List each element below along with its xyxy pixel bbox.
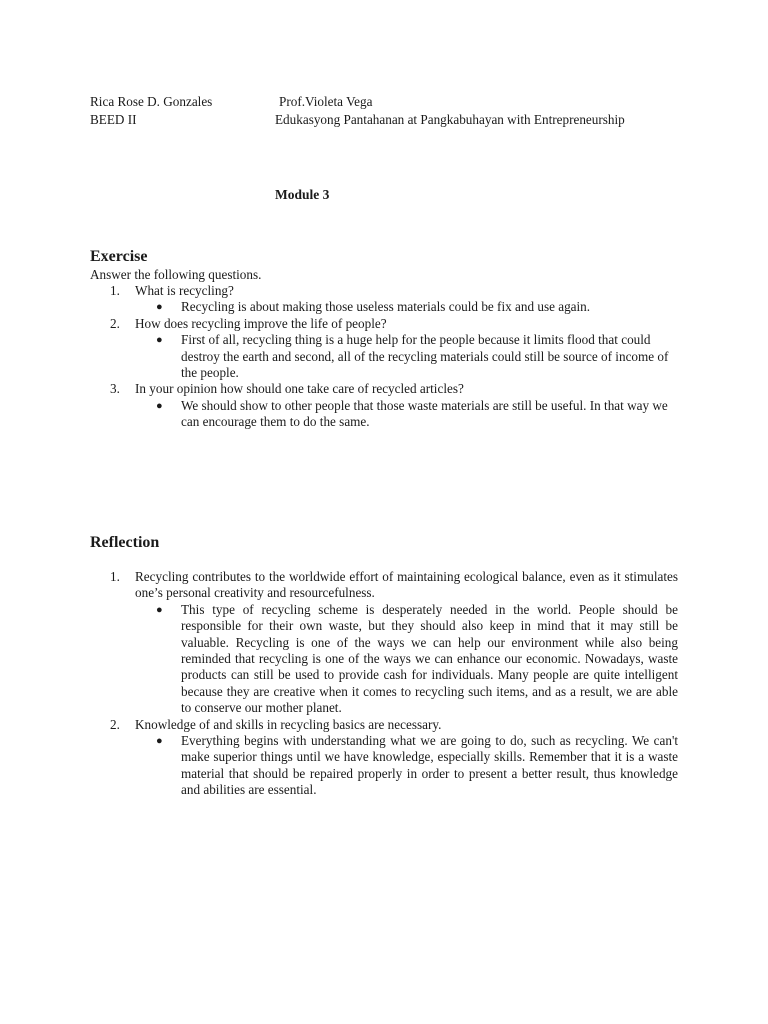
- bullet-icon: ●: [156, 735, 163, 748]
- item-number: 3.: [110, 381, 120, 397]
- professor-name: Prof.Violeta Vega: [279, 94, 373, 109]
- exercise-list: [90, 283, 678, 431]
- question-text: What is recycling?: [135, 283, 234, 298]
- subject-title: Edukasyong Pantahanan at Pangkabuhayan with Entrepreneurship: [275, 112, 625, 127]
- statement-text: Recycling contributes to the worldwide effort of maintaining ecological balance, even as it stimulates one’s personal creativity and resourcefulness.: [135, 569, 678, 601]
- answer-text: First of all, recycling thing is a huge help for the people because it limits flood that could destroy the earth and second, all of the recycling materials could still be source of income of the people.: [181, 332, 669, 381]
- exercise-heading: Exercise: [90, 248, 148, 265]
- course-year: BEED II: [90, 112, 137, 127]
- answer-text: This type of recycling scheme is desperately needed in the world. People should be responsible for their own waste, but they should also keep in mind that it may still be valuable. Recycling is one of the ways we can help our environment while also being reminded that recycling is one of the ways we can enhance our economic. Nowadays, waste products can still be used to provide cash for individuals. Many people are quite intelligent because they are creative when it comes to recycling such items, and as a result, we are able to conserve our mother planet.: [181, 601, 678, 716]
- bullet-icon: ●: [156, 301, 163, 314]
- item-number: 2.: [110, 315, 120, 331]
- module-title: Module 3: [275, 187, 330, 202]
- reflection-list: [90, 569, 678, 799]
- item-number: 1.: [110, 283, 120, 298]
- question-text: In your opinion how should one take care of recycled articles?: [135, 381, 464, 397]
- bullet-icon: ●: [156, 399, 163, 412]
- answer-bullet: [90, 602, 678, 717]
- list-item: [90, 569, 678, 602]
- statement-text: Knowledge of and skills in recycling basics are necessary.: [135, 716, 442, 732]
- question-text: How does recycling improve the life of people?: [135, 315, 387, 331]
- bullet-icon: ●: [156, 603, 163, 616]
- answer-text: Everything begins with understanding what we are going to do, such as recycling. We can't make superior things until we have knowledge, especially skills. Remember that it is a waste material that should be repaired properly in order to present a better result, thus knowledge and abilities are essential.: [181, 733, 678, 798]
- list-item: [90, 316, 678, 332]
- list-item: [90, 283, 678, 299]
- exercise-instruction: Answer the following questions.: [90, 267, 262, 282]
- bullet-icon: ●: [156, 334, 163, 347]
- item-number: 1.: [110, 569, 120, 584]
- answer-bullet: [90, 733, 678, 799]
- answer-text: We should show to other people that those waste materials are still be useful. In that way we can encourage them to do the same.: [181, 397, 668, 430]
- item-number: 2.: [110, 716, 120, 732]
- reflection-heading: Reflection: [90, 534, 160, 551]
- list-item: [90, 717, 678, 733]
- answer-text: Recycling is about making those useless materials could be fix and use again.: [181, 299, 591, 315]
- list-item: [90, 381, 678, 397]
- student-name: Rica Rose D. Gonzales: [90, 94, 213, 109]
- answer-bullet: [90, 332, 678, 381]
- answer-bullet: [90, 299, 678, 315]
- answer-bullet: [90, 398, 678, 431]
